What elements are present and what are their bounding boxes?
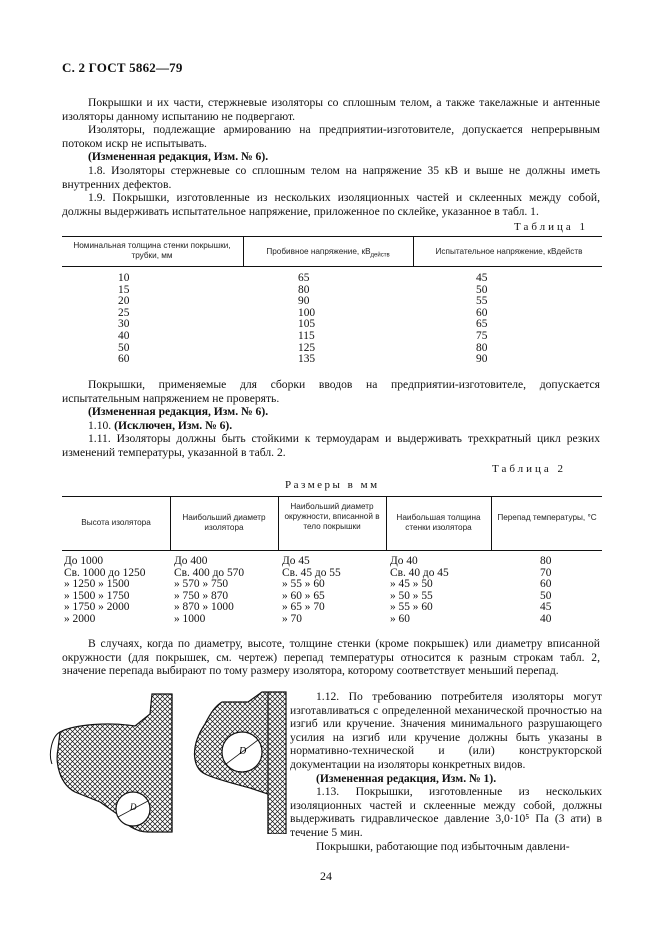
post-table2-text	[62, 637, 600, 678]
table2-header-wall: Наибольшая толщина стенки изолятора	[396, 513, 481, 532]
table-cell: 45	[476, 272, 488, 284]
table-cell: 50	[476, 283, 488, 296]
post-table1-text	[62, 378, 600, 460]
table2-header-rule	[62, 550, 602, 551]
table-cell: 40	[118, 329, 130, 342]
amendment-note: (Измененная редакция, Изм. № 6).	[88, 405, 269, 419]
table-cell: 90	[476, 353, 488, 366]
table2-col-diameter	[174, 556, 244, 626]
table-cell: » 2000	[64, 612, 96, 625]
header-subscript: действ	[370, 252, 390, 259]
drawing-label: D	[130, 802, 137, 812]
table2-top-rule	[62, 496, 602, 497]
table-cell: 45	[540, 601, 552, 614]
table2-col-delta-t	[540, 556, 551, 626]
table1-top-rule	[62, 236, 602, 237]
table-cell: » 1750 » 2000	[64, 601, 130, 614]
amendment-note: (Измененная редакция, Изм. № 1).	[316, 771, 497, 785]
table-cell: » 65 » 70	[282, 601, 325, 614]
table2-col-divider	[491, 496, 492, 550]
table-cell: До 1000	[64, 555, 104, 567]
table-cell: 60	[540, 578, 552, 591]
table2-col-divider	[386, 496, 387, 550]
table-cell: Св. 40 до 45	[390, 566, 449, 579]
table1-header-rule	[62, 266, 602, 267]
table1-header-thickness: Номинальная толщина стенки покрышки, трубки, мм	[73, 241, 231, 260]
paragraph: Изоляторы, подлежащие армированию на предприятии-изготовителе, допускается непрерывным потоком искр не испытывать.	[62, 123, 600, 150]
table-cell: 15	[118, 283, 130, 296]
table-cell: » 55 » 60	[390, 601, 433, 614]
table-cell: 60	[476, 306, 488, 319]
table2-header-delta-t: Перепад температуры, °С	[497, 513, 597, 522]
table2-col-divider	[278, 496, 279, 550]
table2-col-wall	[390, 556, 449, 626]
amendment-note: (Измененная редакция, Изм. № 6).	[88, 150, 269, 164]
table-cell: » 750 » 870	[174, 589, 229, 602]
header-text: Пробивное напряжение, кВ	[266, 247, 371, 256]
table-cell: 115	[298, 329, 315, 342]
paragraph: Покрышки и их части, стержневые изоляторы со сплошным телом, а также такелажные и антенные изоляторы данному испытанию не подвергают.	[62, 96, 600, 123]
table-cell: 60	[118, 353, 130, 366]
table1-caption: Таблица 1	[514, 221, 589, 233]
clause-1-8: 1.8. Изоляторы стержневые со сплошным телом на напряжение 35 кВ и выше не должны иметь внутренних дефектов.	[62, 163, 600, 191]
table1-col-test	[476, 273, 487, 366]
table1-col-divider	[413, 236, 414, 266]
table1-col-divider	[243, 236, 244, 266]
clause-1-10	[62, 419, 600, 433]
table-cell: 125	[298, 341, 316, 354]
table-cell: 65	[298, 272, 310, 284]
table-cell: 80	[298, 283, 310, 296]
paragraph: Покрышки, применяемые для сборки вводов на предприятии-изготовителе, допускается испытательным напряжением не проверять.	[62, 378, 600, 405]
table-cell: 50	[118, 341, 130, 354]
table-cell: 70	[540, 566, 552, 579]
table1-header-breakdown	[246, 247, 410, 261]
table-cell: » 60 » 65	[282, 589, 325, 602]
table-cell: » 55 » 60	[282, 578, 325, 591]
right-column-text	[290, 690, 602, 853]
clause-number: 1.10.	[88, 418, 115, 432]
table-cell: 50	[540, 589, 552, 602]
table-cell: 20	[118, 295, 130, 308]
table2-col-height	[64, 556, 145, 626]
table2-units: Размеры в мм	[285, 479, 380, 491]
table-cell: » 870 » 1000	[174, 601, 234, 614]
table-cell: » 1500 » 1750	[64, 589, 130, 602]
table-cell: До 45	[282, 555, 310, 567]
table-cell: 105	[298, 318, 316, 331]
table-cell: » 70	[282, 612, 302, 625]
clause-1-12: 1.12. По требованию потребителя изоляторы могут изготавливаться с определенной механической прочностью на изгиб или кручение. Значения минимального разрушающего усилия на изгиб или кручение должны быть указаны в нормативно-технической и (или) конструкторской документации на изоляторы конкретных видов.	[290, 690, 602, 771]
table-cell: 75	[476, 329, 488, 342]
table-cell: 100	[298, 306, 316, 319]
insulator-cross-section-drawing	[30, 684, 290, 834]
table1-col-breakdown	[298, 273, 315, 366]
page-number: 24	[320, 869, 332, 883]
table2-header-height: Высота изолятора	[81, 518, 151, 527]
clause-1-9: 1.9. Покрышки, изготовленные из нескольких изоляционных частей и склеенных между собой, должны выдерживать испытательное напряжение, приложенное по склейке, указанное в табл. 1.	[62, 191, 600, 218]
table2-col-divider	[170, 496, 171, 550]
table-cell: 10	[118, 272, 130, 284]
page-header: С. 2 ГОСТ 5862—79	[62, 60, 183, 75]
table-cell: Св. 1000 до 1250	[64, 566, 146, 579]
table-cell: 135	[298, 353, 316, 366]
right-section	[194, 692, 286, 834]
table-cell: 55	[476, 295, 488, 308]
table2-header-diameter: Наибольший диаметр изолятора	[182, 513, 266, 532]
clause-1-11: 1.11. Изоляторы должны быть стойкими к термоударам и выдерживать трехкратный цикл резких изменений температуры, указанной в табл. 2.	[62, 432, 600, 459]
table-cell: 30	[118, 318, 130, 331]
table-cell: » 60	[390, 612, 410, 625]
table-cell: До 40	[390, 555, 418, 567]
drawing-label: D	[239, 746, 247, 757]
left-section	[50, 694, 172, 832]
clause-excluded: (Исключен, Изм. № 6).	[114, 418, 233, 432]
table-cell: 80	[540, 555, 552, 567]
table1-col-thickness	[118, 273, 129, 366]
table-cell: » 1000	[174, 612, 206, 625]
table2-header-inscribed: Наибольший диаметр окружности, вписанной в тело покрышки	[284, 502, 380, 531]
table-cell: » 50 » 55	[390, 589, 433, 602]
table-cell: Св. 45 до 55	[282, 566, 341, 579]
table-cell: 40	[540, 612, 552, 625]
table-cell: 65	[476, 318, 488, 331]
table-cell: Св. 400 до 570	[174, 566, 245, 579]
table-cell: » 570 » 750	[174, 578, 229, 591]
table-cell: 90	[298, 295, 310, 308]
table-cell: » 45 » 50	[390, 578, 433, 591]
paragraph: Покрышки, работающие под избыточным давлени-	[316, 839, 570, 853]
table-cell: 80	[476, 341, 488, 354]
table-cell: До 400	[174, 555, 208, 567]
table2-col-inscribed	[282, 556, 341, 626]
paragraph: В случаях, когда по диаметру, высоте, толщине стенки (кроме покрышек) или диаметру вписанной окружности (для покрышек, см. чертеж) перепад температуры относится к разным строкам табл. 2, значение перепада выбирают по тому размеру изолятора, которому соответствует меньший перепад.	[62, 637, 600, 678]
intro-text	[62, 96, 600, 218]
table-cell: » 1250 » 1500	[64, 578, 130, 591]
table2-caption: Таблица 2	[492, 463, 567, 475]
table1-header-test: Испытательное напряжение, кВдейств	[435, 247, 583, 256]
clause-1-13: 1.13. Покрышки, изготовленные из нескольких изоляционных частей и склеенные между собой, должны выдерживать гидравлическое давление 3,0·10⁵ Па (3 ати) в течение 5 мин.	[290, 785, 602, 839]
table-cell: 25	[118, 306, 130, 319]
